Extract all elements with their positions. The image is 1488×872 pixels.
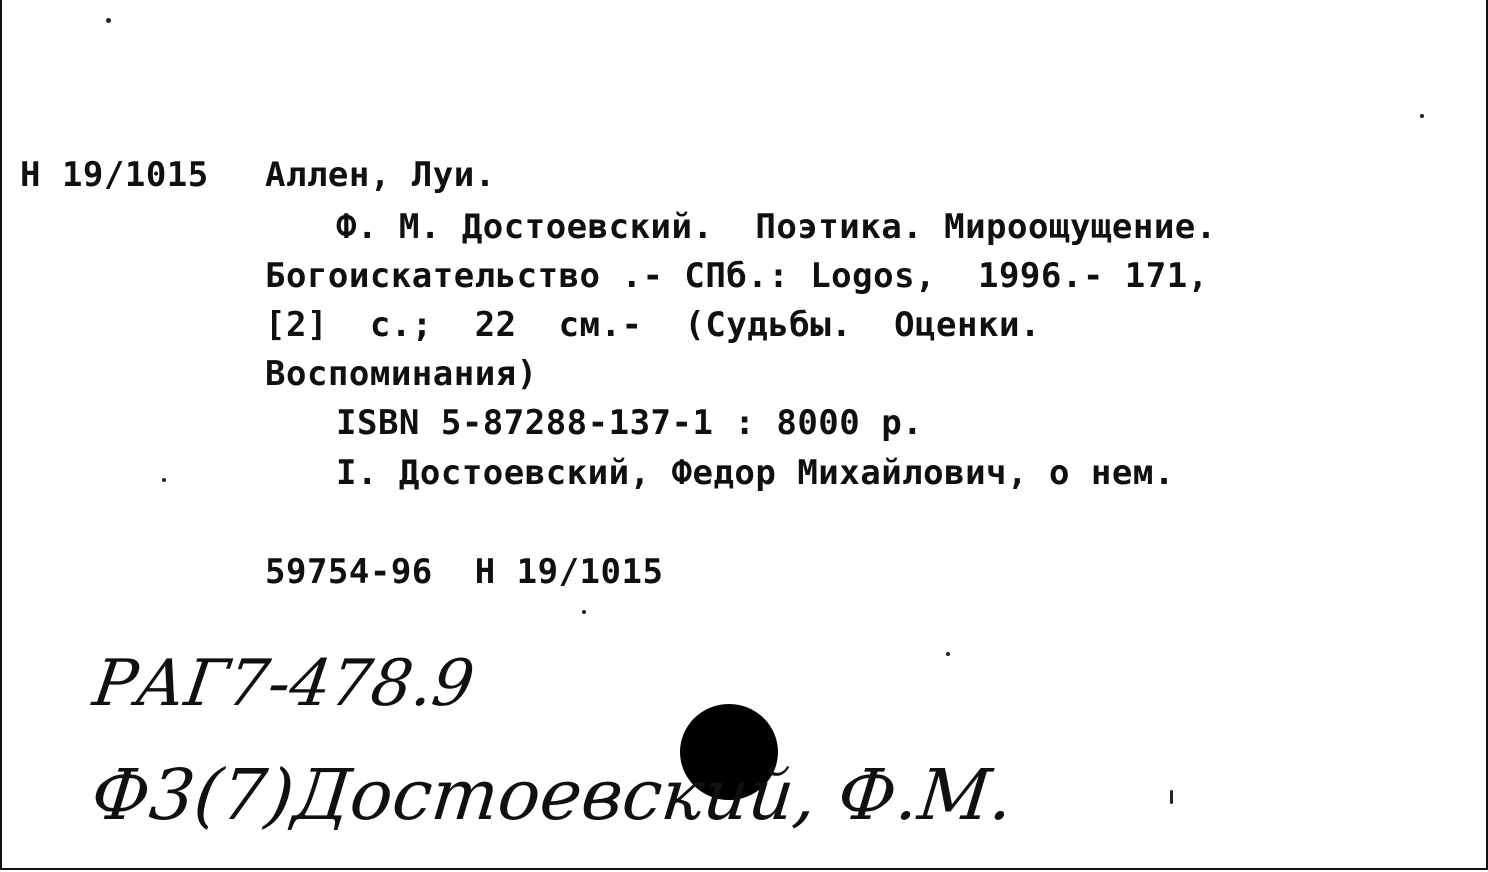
accession-number: 59754-96 Н 19/1015 xyxy=(265,552,664,592)
isbn-line: ISBN 5-87288-137-1 : 8000 р. xyxy=(336,403,924,443)
scan-speck xyxy=(946,652,950,656)
title-line-4: Воспоминания) xyxy=(265,354,538,394)
scan-speck xyxy=(1170,790,1173,804)
handwritten-code: РАГ7-478.9 xyxy=(88,647,479,721)
title-line-1: Ф. М. Достоевский. Поэтика. Мироощущение. xyxy=(336,207,1217,247)
subject-heading: I. Достоевский, Федор Михайлович, о нем. xyxy=(336,453,1175,493)
scan-speck xyxy=(106,18,111,23)
call-number: Н 19/1015 xyxy=(20,155,209,195)
author-heading: Аллен, Луи. xyxy=(265,155,496,195)
title-line-3: [2] с.; 22 см.- (Судьбы. Оценки. xyxy=(265,305,1041,345)
scan-speck xyxy=(1420,114,1424,118)
title-line-2: Богоискательство .- СПб.: Logos, 1996.- 171, xyxy=(265,256,1209,296)
scan-speck xyxy=(582,610,586,614)
scan-speck xyxy=(162,478,166,482)
handwritten-classification: Ф3(7)Достоевский, Ф.М. xyxy=(87,754,1018,836)
